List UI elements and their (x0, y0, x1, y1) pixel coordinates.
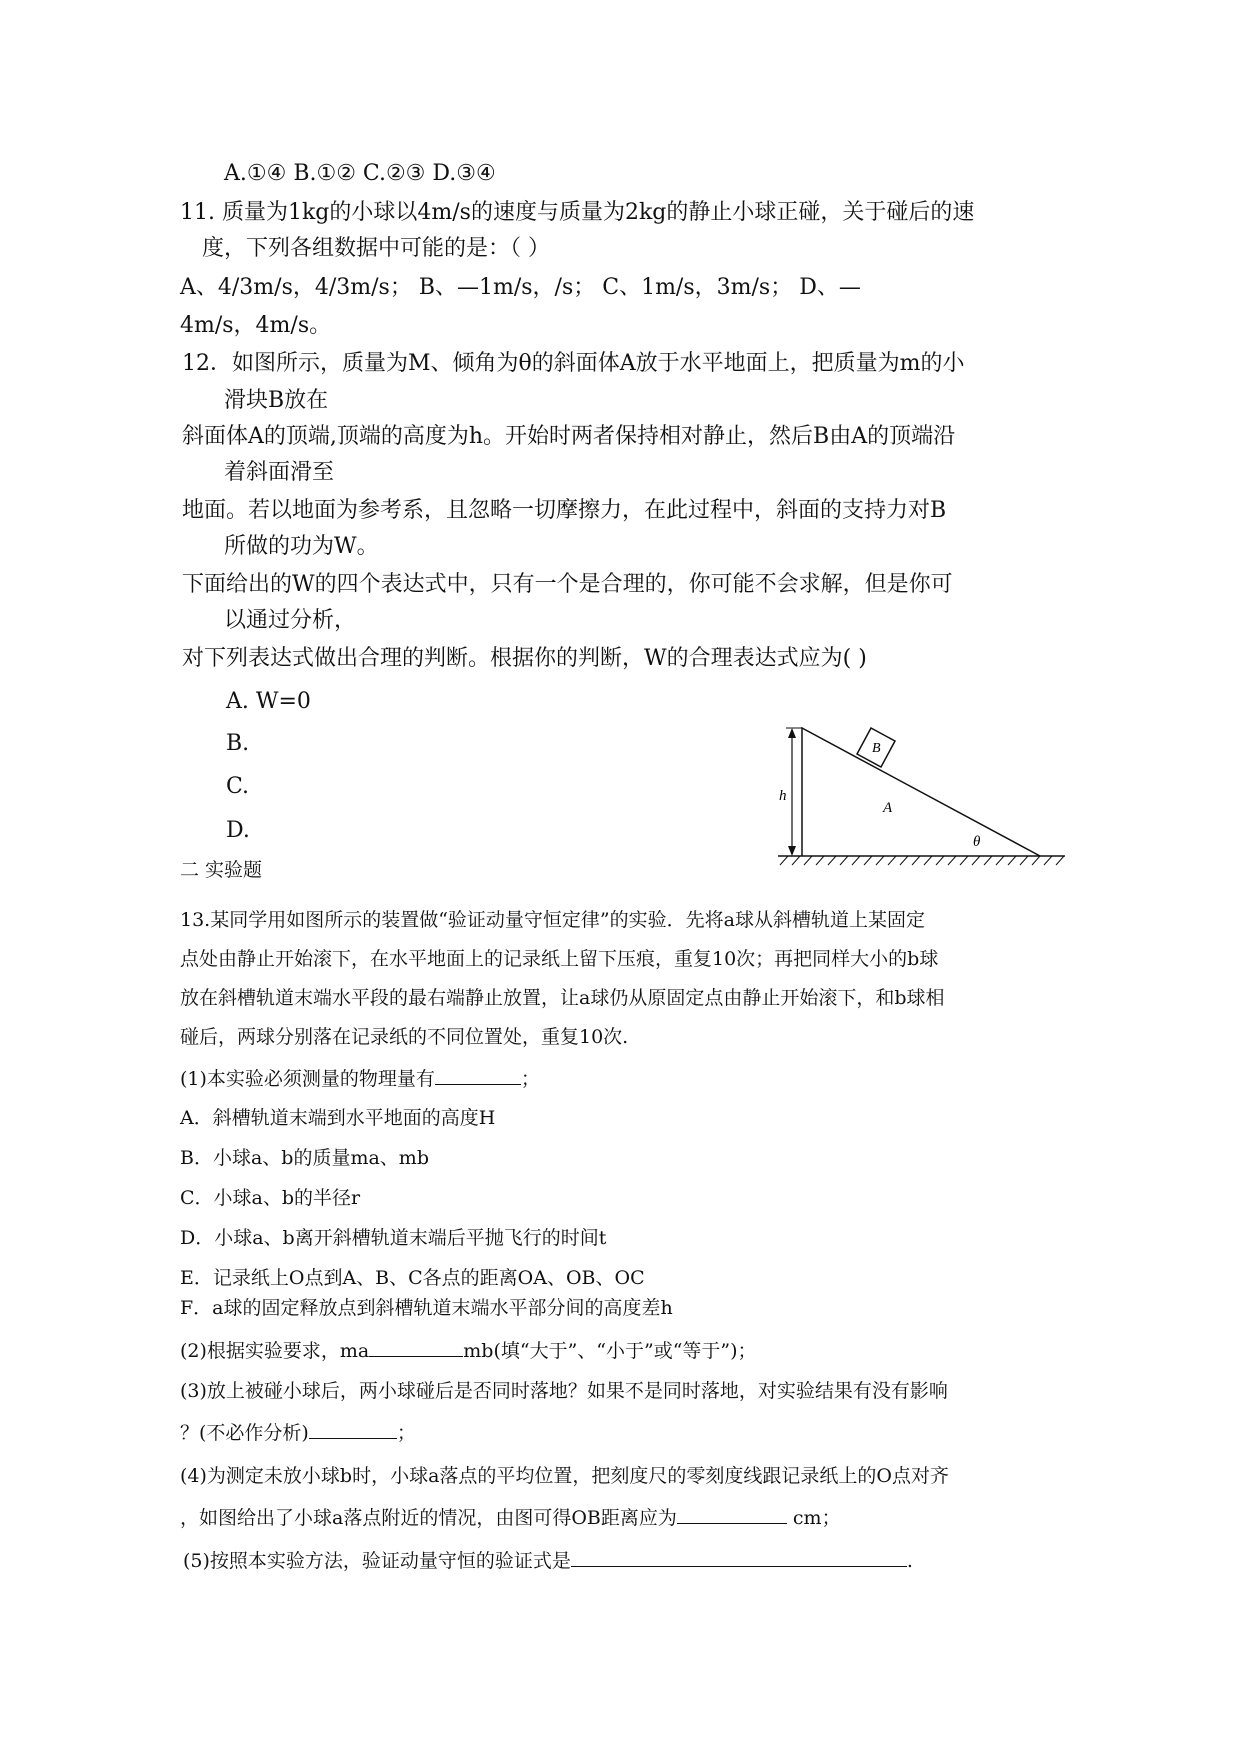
q10-options: A.①④ B.①② C.②③ D.③④ (224, 161, 496, 186)
q12-option-a: A. W=0 (226, 689, 311, 714)
q13-option-e: E．记录纸上O点到A、B、C各点的距离OA、OB、OC (180, 1267, 645, 1289)
q13-sub2: (2)根据实验要求，ma mb(填“大于”、“小于”或“等于”)； (180, 1336, 757, 1365)
q12-option-d: D. (226, 818, 250, 843)
q13-sub5: (5)按照本实验方法，验证动量守恒的验证式是 . (183, 1546, 913, 1575)
q12-line2: 滑块B放在 (224, 388, 329, 413)
q11-line1: 11. 质量为1kg的小球以4m/s的速度与质量为2kg的静止小球正碰，关于碰后的速 (180, 200, 975, 225)
q13-sub3-line1: (3)放上被碰小球后，两小球碰后是否同时落地？如果不是同时落地，对实验结果有没有影响 (180, 1380, 948, 1402)
section-heading: 二 实验题 (180, 859, 263, 881)
q11-line3: A、4/3m/s，4/3m/s； B、—1m/s，/s； C、1m/s，3m/s； D、— (180, 275, 861, 300)
q13-sub4-line1: (4)为测定未放小球b时，小球a落点的平均位置，把刻度尺的零刻度线跟记录纸上的O点对齐 (180, 1465, 949, 1487)
q12-line5: 地面。若以地面为参考系，且忽略一切摩擦力，在此过程中，斜面的支持力对B (182, 498, 947, 523)
q12-line8: 以通过分析， (224, 608, 357, 633)
label-theta: θ (973, 834, 981, 850)
q12-option-c: C. (226, 774, 250, 799)
label-h: h (779, 788, 787, 804)
q13-line3: 放在斜槽轨道末端水平段的最右端静止放置，让a球仍从原固定点由静止开始滚下，和b球相 (180, 987, 945, 1009)
q13-line4: 碰后，两球分别落在记录纸的不同位置处，重复10次. (180, 1026, 629, 1048)
label-a: A (883, 800, 893, 816)
q13-option-d: D．小球a、b离开斜槽轨道末端后平抛飞行的时间t (180, 1227, 607, 1249)
q13-option-c: C．小球a、b的半径r (180, 1187, 361, 1209)
q13-option-a: A．斜槽轨道末端到水平地面的高度H (180, 1107, 496, 1129)
q12-option-b: B. (226, 731, 250, 756)
q13-sub1: (1)本实验必须测量的物理量有 ； (180, 1064, 540, 1093)
q12-line1: 12．如图所示，质量为M、倾角为θ的斜面体A放于水平地面上，把质量为m的小 (182, 351, 965, 376)
q11-line2: 度，下列各组数据中可能的是：（ ） (202, 236, 550, 261)
q13-sub4-line2: ，如图给出了小球a落点附近的情况，由图可得OB距离应为 cm； (180, 1503, 841, 1532)
q12-line3: 斜面体A的顶端,顶端的高度为h。开始时两者保持相对静止，然后B由A的顶端沿 (182, 424, 956, 449)
q11-line4: 4m/s，4m/s。 (180, 313, 332, 338)
q13-sub3-line2: ？(不必作分析) ； (180, 1418, 416, 1447)
q12-line7: 下面给出的W的四个表达式中，只有一个是合理的，你可能不会求解，但是你可 (182, 572, 953, 597)
q13-line1: 13.某同学用如图所示的装置做“验证动量守恒定律”的实验．先将a球从斜槽轨道上某固定 (180, 909, 925, 931)
q13-line2: 点处由静止开始滚下，在水平地面上的记录纸上留下压痕，重复10次；再把同样大小的b球 (180, 948, 939, 970)
incline-figure (770, 720, 1070, 870)
q12-line9: 对下列表达式做出合理的判断。根据你的判断，W的合理表达式应为( ) (182, 646, 867, 671)
q12-line6: 所做的功为W。 (224, 534, 379, 559)
label-b: B (872, 741, 881, 756)
q13-option-b: B．小球a、b的质量ma、mb (180, 1147, 429, 1169)
q13-option-f: F．a球的固定释放点到斜槽轨道末端水平部分间的高度差h (180, 1297, 673, 1319)
q12-line4: 着斜面滑至 (224, 460, 335, 485)
